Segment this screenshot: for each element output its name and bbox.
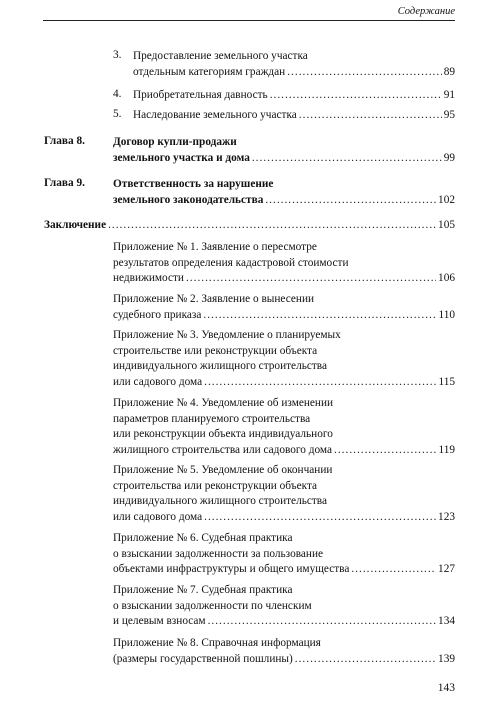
chapter-label: Глава 8. <box>44 135 85 147</box>
toc-page-number: 134 <box>438 615 455 627</box>
dot-leader <box>204 375 436 391</box>
toc-page-number: 123 <box>438 510 455 523</box>
toc-page-number: 102 <box>438 193 455 206</box>
toc-entry-leader-line <box>113 510 455 526</box>
toc-entry-appendix-7 <box>113 583 455 630</box>
toc-entry-section-4 <box>133 88 455 104</box>
toc-entry-leader-line <box>133 108 455 124</box>
toc-entry-leader-line <box>44 218 455 234</box>
dot-leader <box>299 108 442 124</box>
toc-page-number: 119 <box>438 443 455 456</box>
toc-entry-line: Приложение № 4. Уведомление об изменении <box>113 397 334 409</box>
toc-entry-appendix-1 <box>113 240 455 287</box>
toc-entry-chapter-8 <box>113 135 455 166</box>
toc-entry-section-5 <box>133 108 455 124</box>
toc-entry-line: Приложение № 7. Судебная практика <box>113 584 293 596</box>
dot-leader <box>265 193 436 209</box>
toc-entry-line: о взыскании задолженности по членским <box>113 599 312 612</box>
toc-entry-leader-line <box>113 443 455 459</box>
toc-entry-leader-line <box>113 151 455 167</box>
toc-entry-leader-line <box>113 193 455 209</box>
toc-entry-line: Договор купли-продажи <box>113 136 237 148</box>
section-number: 4. <box>113 88 122 100</box>
dot-leader <box>351 562 436 578</box>
dot-leader <box>295 652 436 668</box>
toc-entry-line: отдельным категориям граждан <box>133 65 286 78</box>
toc-entry-section-3 <box>133 49 455 80</box>
toc-entry-line: земельного законодательства <box>113 193 264 206</box>
toc-entry-line: или садового дома <box>113 510 203 523</box>
toc-page-number: 91 <box>443 89 455 101</box>
toc-entry-line: строительства или реконструкции объекта <box>113 479 318 492</box>
toc-entry-line: Приобретательная давность <box>133 89 268 101</box>
dot-leader <box>208 614 436 630</box>
toc-entry-line: Приложение № 2. Заявление о вынесении <box>113 293 315 305</box>
toc-page-number: 99 <box>443 151 455 164</box>
toc-page-number: 106 <box>438 272 455 284</box>
toc-entry-line: или реконструкции объекта индивидуального <box>113 428 333 440</box>
toc-entry-line: Ответственность за нарушение <box>113 178 274 190</box>
dot-leader <box>108 218 436 234</box>
toc-entry-line: строительстве или реконструкции объекта <box>113 344 318 357</box>
toc-entry-appendix-3 <box>113 328 455 390</box>
toc-entry-line: судебного приказа <box>113 308 202 321</box>
toc-entry-line: Приложение № 6. Судебная практика <box>113 532 293 544</box>
toc-page-number: 89 <box>443 65 455 78</box>
toc-entry-line: Приложение № 3. Уведомление о планируемых <box>113 329 341 341</box>
toc-entry-line: (размеры государственной пошлины) <box>113 652 293 665</box>
toc-entry-line: Заключение <box>44 219 107 231</box>
toc-page-number: 105 <box>438 219 455 231</box>
dot-leader <box>203 308 436 324</box>
toc-page-number: 127 <box>438 563 455 575</box>
toc-entry-line: и целевым взносам <box>113 615 206 627</box>
toc-entry-line: Наследование земельного участка <box>133 109 297 121</box>
dot-leader <box>252 151 442 167</box>
toc-entry-line: параметров планируемого строительства <box>113 412 311 425</box>
toc-entry-line: индивидуального жилищного строительства <box>113 495 328 507</box>
toc-entry-chapter-9 <box>113 177 455 208</box>
toc-entry-leader-line <box>113 375 455 391</box>
toc-entry-line: объектами инфраструктуры и общего имущества <box>113 563 350 575</box>
page-number: 143 <box>437 682 455 694</box>
toc-entry-leader-line <box>133 65 455 81</box>
dot-leader <box>287 65 441 81</box>
toc-page-number: 110 <box>438 308 455 321</box>
running-head: Содержание <box>397 6 455 17</box>
toc-entry-line: жилищного строительства или садового дома <box>113 443 333 456</box>
toc-page-number: 95 <box>443 109 455 121</box>
toc-entry-line: Приложение № 1. Заявление о пересмотре <box>113 241 317 253</box>
toc-entry-appendix-5 <box>113 463 455 525</box>
toc-entry-appendix-4 <box>113 396 455 458</box>
toc-entry-leader-line <box>113 562 455 578</box>
toc-entry-appendix-2 <box>113 292 455 323</box>
toc-entry-line: результатов определения кадастровой стоимости <box>113 256 349 269</box>
toc-entry-leader-line <box>113 614 455 630</box>
toc-entry-line: или садового дома <box>113 375 203 388</box>
toc-page-number: 139 <box>438 652 455 665</box>
toc-entry-line: недвижимости <box>113 272 184 284</box>
toc-page-number: 115 <box>438 375 455 388</box>
toc-entry-leader-line <box>113 652 455 668</box>
dot-leader <box>334 443 436 459</box>
toc-entry-conclusion <box>44 218 455 234</box>
header-rule <box>43 20 455 21</box>
toc-entry-leader-line <box>113 308 455 324</box>
toc-entry-appendix-8 <box>113 636 455 667</box>
dot-leader <box>270 88 442 104</box>
toc-entry-appendix-6 <box>113 531 455 578</box>
chapter-label: Глава 9. <box>44 177 85 189</box>
toc-entry-line: Приложение № 8. Справочная информация <box>113 637 321 649</box>
toc-entry-line: Приложение № 5. Уведомление об окончании <box>113 464 333 476</box>
toc-entry-leader-line <box>133 88 455 104</box>
section-number: 5. <box>113 108 122 120</box>
toc-entry-line: о взыскании задолженности за пользование <box>113 547 324 560</box>
section-number: 3. <box>113 49 122 61</box>
toc-entry-line: земельного участка и дома <box>113 151 250 164</box>
toc-entry-line: Предоставление земельного участка <box>133 50 308 62</box>
toc-entry-line: индивидуального жилищного строительства <box>113 360 328 372</box>
toc-entry-leader-line <box>113 271 455 287</box>
dot-leader <box>186 271 436 287</box>
dot-leader <box>204 510 436 526</box>
